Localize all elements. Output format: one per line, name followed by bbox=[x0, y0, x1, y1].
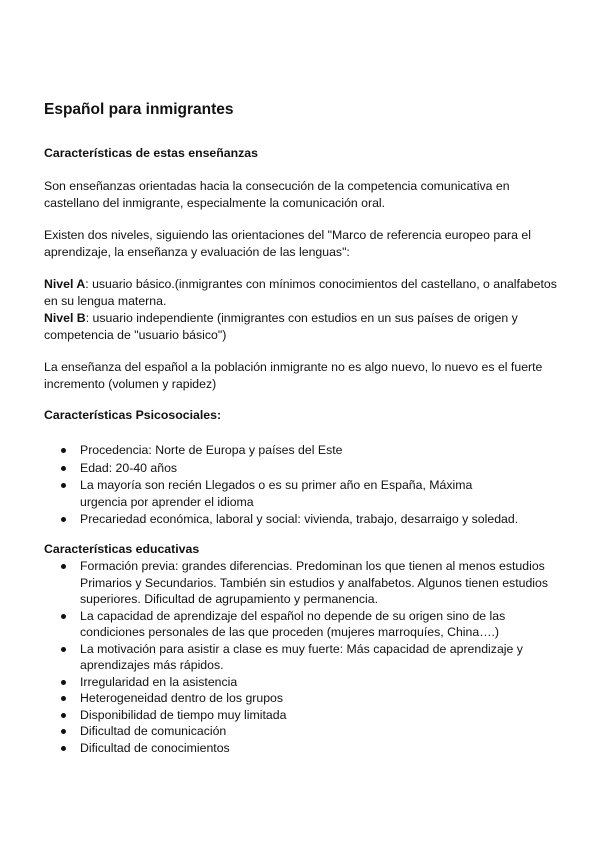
list-item: La mayoría son recién Llegados o es su primer año en España, Máxima urgencia por aprender el idioma bbox=[44, 477, 564, 510]
bullet-icon bbox=[61, 696, 66, 701]
paragraph-nivel-a bbox=[44, 276, 564, 310]
educativas-list bbox=[44, 558, 564, 756]
nivel-b-label: Nivel B bbox=[44, 311, 86, 325]
paragraph-incremento: La enseñanza del español a la población inmigrante no es algo nuevo, lo nuevo es el fuerte incremento (volumen y rapidez) bbox=[44, 360, 543, 391]
paragraph-niveles: Existen dos niveles, siguiendo las orientaciones del "Marco de referencia europeo para el aprendizaje, la enseñanza y evaluación de las lenguas": bbox=[44, 228, 531, 259]
list-item: La capacidad de aprendizaje del español no depende de su origen sino de las condiciones personales de las que proceden (mujeres marroquíes, China….) bbox=[44, 608, 564, 641]
list-item: Formación previa: grandes diferencias. Predominan los que tienen al menos estudios Primarios y Secundarios. También sin estudios y analfabetos. Algunos tienen estudios superiores. Dificultad de agrupamiento y permanencia. bbox=[44, 558, 564, 608]
bullet-icon bbox=[61, 448, 66, 453]
list-item: La motivación para asistir a clase es muy fuerte: Más capacidad de aprendizaje y aprendizajes más rápidos. bbox=[44, 641, 564, 674]
bullet-icon bbox=[61, 746, 66, 751]
list-item: Heterogeneidad dentro de los grupos bbox=[44, 690, 564, 707]
list-item: Dificultad de comunicación bbox=[44, 723, 564, 740]
list-item: Irregularidad en la asistencia bbox=[44, 674, 564, 691]
bullet-icon bbox=[61, 564, 66, 569]
bullet-icon bbox=[61, 483, 66, 488]
list-item: Disponibilidad de tiempo muy limitada bbox=[44, 707, 564, 724]
bullet-icon bbox=[61, 614, 66, 619]
list-item: Dificultad de conocimientos bbox=[44, 740, 564, 757]
nivel-a-label: Nivel A bbox=[44, 277, 86, 291]
list-item: Procedencia: Norte de Europa y países del Este bbox=[44, 442, 564, 459]
paragraph-competencia: Son enseñanzas orientadas hacia la consecución de la competencia comunicativa en castellano del inmigrante, especialmente la comunicación oral. bbox=[44, 179, 510, 210]
page-title: Español para inmigrantes bbox=[44, 101, 234, 118]
bullet-icon bbox=[61, 680, 66, 685]
section-heading-caracteristicas: Características de estas enseñanzas bbox=[44, 146, 258, 160]
bullet-icon bbox=[61, 647, 66, 652]
list-item: Precariedad económica, laboral y social: vivienda, trabajo, desarraigo y soledad. bbox=[44, 511, 564, 528]
section-heading-educativas: Características educativas bbox=[44, 542, 200, 556]
list-item: Edad: 20-40 años bbox=[44, 460, 564, 477]
bullet-icon bbox=[61, 729, 66, 734]
bullet-icon bbox=[61, 466, 66, 471]
bullet-icon bbox=[61, 517, 66, 522]
psicosocial-list bbox=[44, 442, 564, 529]
nivel-b-text: : usuario independiente (inmigrantes con estudios en un sus países de origen y competencia de "usuario básico") bbox=[44, 311, 518, 342]
bullet-icon bbox=[61, 713, 66, 718]
paragraph-nivel-b bbox=[44, 310, 564, 344]
section-heading-psicosociales: Características Psicosociales: bbox=[44, 408, 222, 422]
nivel-a-text: : usuario básico.(inmigrantes con mínimos conocimientos del castellano, o analfabetos en su lengua materna. bbox=[44, 277, 557, 308]
